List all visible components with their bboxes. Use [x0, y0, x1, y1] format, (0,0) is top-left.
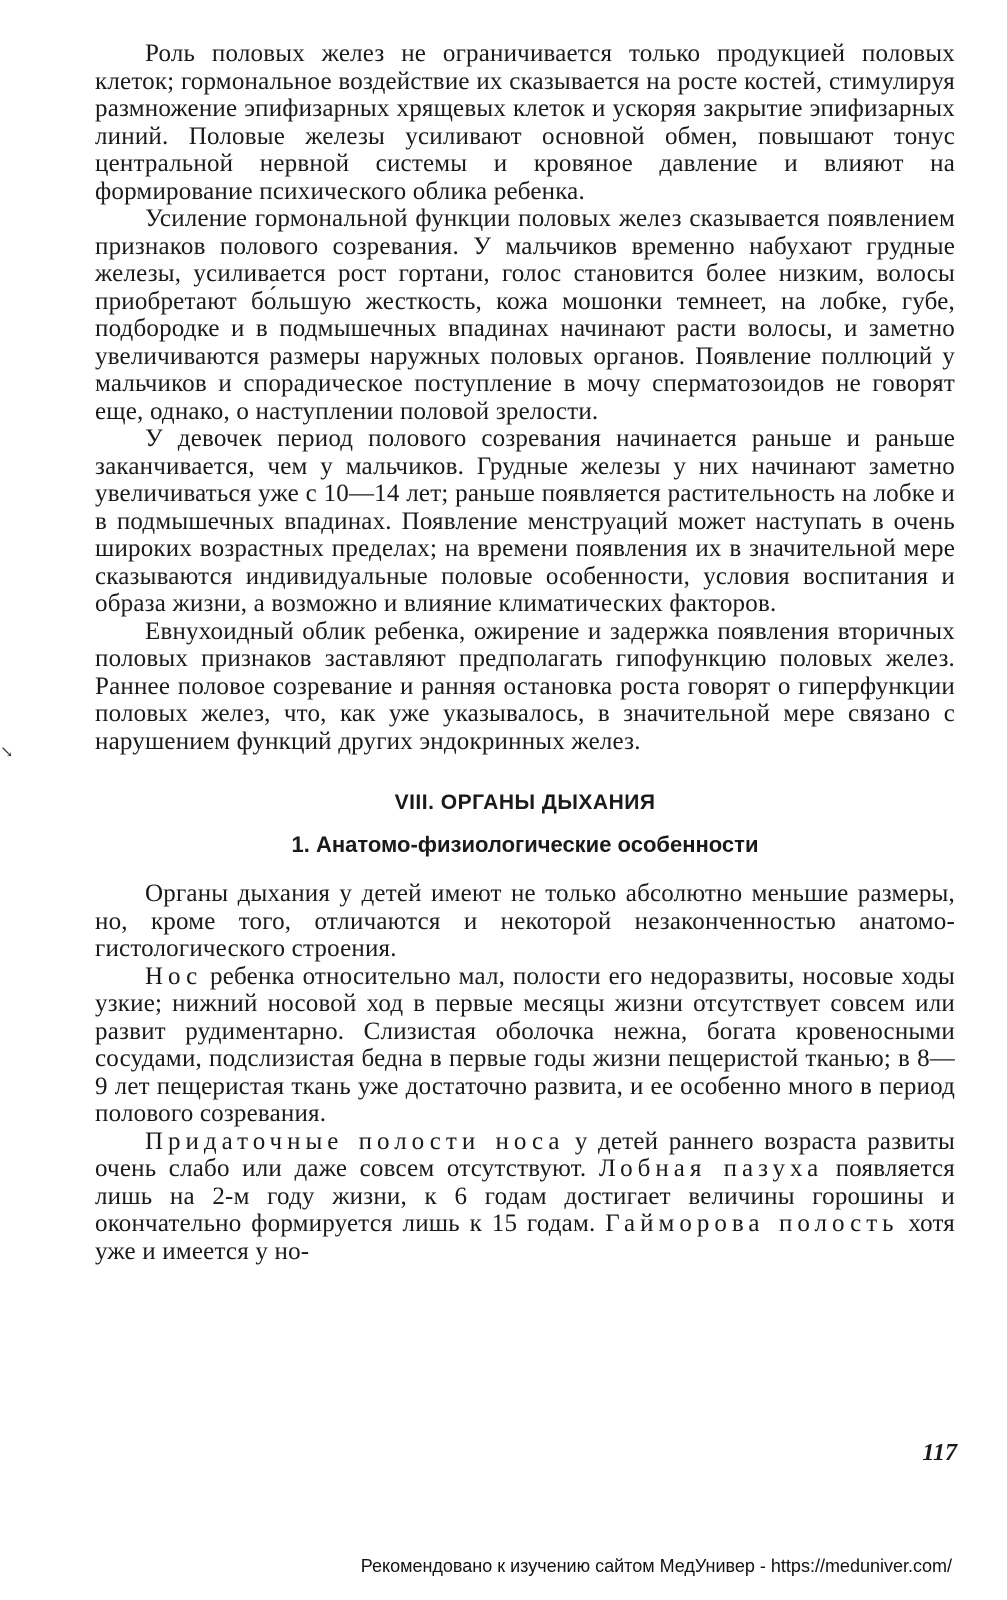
term-nose: Нос	[145, 962, 203, 990]
paragraph-puberty-girls: У девочек период полового созревания начинается раньше и раньше заканчивается, чем у мальчиков. Грудные железы у них начинают заметно увеличиваться уже с 10—14 лет; раньше появляется растительность на лобке и в подмышечных впадинах. Появление менструаций может наступать в очень широких возрастных пределах; на времени появления их в значительной мере сказываются индивидуальные половые особенности, условия воспитания и образа жизни, а возможно и влияние климатических факторов.	[95, 425, 955, 617]
margin-mark-icon: ↘	[0, 744, 14, 761]
paragraph-sinuses-text-3: хотя уже и имеется у но-	[95, 1210, 955, 1265]
paragraph-nose	[95, 963, 955, 1128]
paragraph-sinuses-text-2: появляется лишь на 2-м году жизни, к 6 годам достигает величины горошины и окончательно формируется лишь к 15 годам.	[95, 1155, 955, 1237]
paragraph-sinuses	[95, 1128, 955, 1266]
paragraph-gonads-role: Роль половых желез не ограничивается только продукцией половых клеток; гормональное воздействие их сказывается на росте костей, стимулируя размножение эпифизарных хрящевых клеток и ускоряя закрытие эпифизарных линий. Половые железы усиливают основной обмен, повышают тонус центральной нервной системы и кровяное давление и влияют на формирование психического облика ребенка.	[95, 40, 955, 205]
paragraph-sinuses-text-1: у детей раннего возраста развиты очень слабо или даже совсем отсутствуют.	[95, 1127, 955, 1182]
paragraph-nose-text: ребенка относительно мал, полости его недоразвиты, носовые ходы узкие; нижний носовой ход в первые месяцы жизни отсутствует совсем или развит рудиментарно. Слизистая оболочка нежна, богата кровеносными сосудами, подслизистая бедна в первые годы жизни пещеристой тканью; в 8—9 лет пещеристая ткань уже достаточно развита, и ее особенно много в период полового созревания.	[95, 962, 955, 1127]
paragraph-puberty-boys: Усиление гормональной функции половых желез сказывается появлением признаков полового созревания. У мальчиков временно набухают грудные железы, усиливается рост гортани, голос становится более низким, волосы приобретают бо́льшую жесткость, кожа мошонки темнеет, на лобке, губе, подбородке и в подмышечных впадинах начинают расти волосы, и заметно увеличиваются размеры наружных половых органов. Появление поллюций у мальчиков и спорадическое поступление в мочу сперматозоидов не говорят еще, однако, о наступлении половой зрелости.	[95, 205, 955, 425]
term-maxillary-sinus: Гайморова полость	[605, 1210, 899, 1237]
page-number: 117	[922, 1440, 957, 1466]
section-title: 1. Анатомо-физиологические особенности	[291, 832, 759, 857]
paragraph-respiratory-organs: Органы дыхания у детей имеют не только абсолютно меньшие размеры, но, кроме того, отличаются и некоторой незаконченностью анатомо-гистологического строения.	[95, 880, 955, 962]
footer-recommendation: Рекомендовано к изучению сайтом МедУнивер - https://meduniver.com/	[360, 1556, 952, 1576]
term-paranasal-sinuses: Придаточные полости носа	[145, 1127, 565, 1155]
chapter-title: VIII. ОРГАНЫ ДЫХАНИЯ	[394, 791, 656, 814]
term-frontal-sinus: Лобная пазуха	[598, 1155, 824, 1182]
page-body	[95, 40, 955, 1265]
paragraph-eunuchoid: Евнухоидный облик ребенка, ожирение и задержка появления вторичных половых признаков заставляют предполагать гипофункцию половых желез. Раннее половое созревание и ранняя остановка роста говорят о гиперфункции половых желез, что, как уже указывалось, в значительной мере связано с нарушением функций других эндокринных желез.	[95, 617, 955, 755]
